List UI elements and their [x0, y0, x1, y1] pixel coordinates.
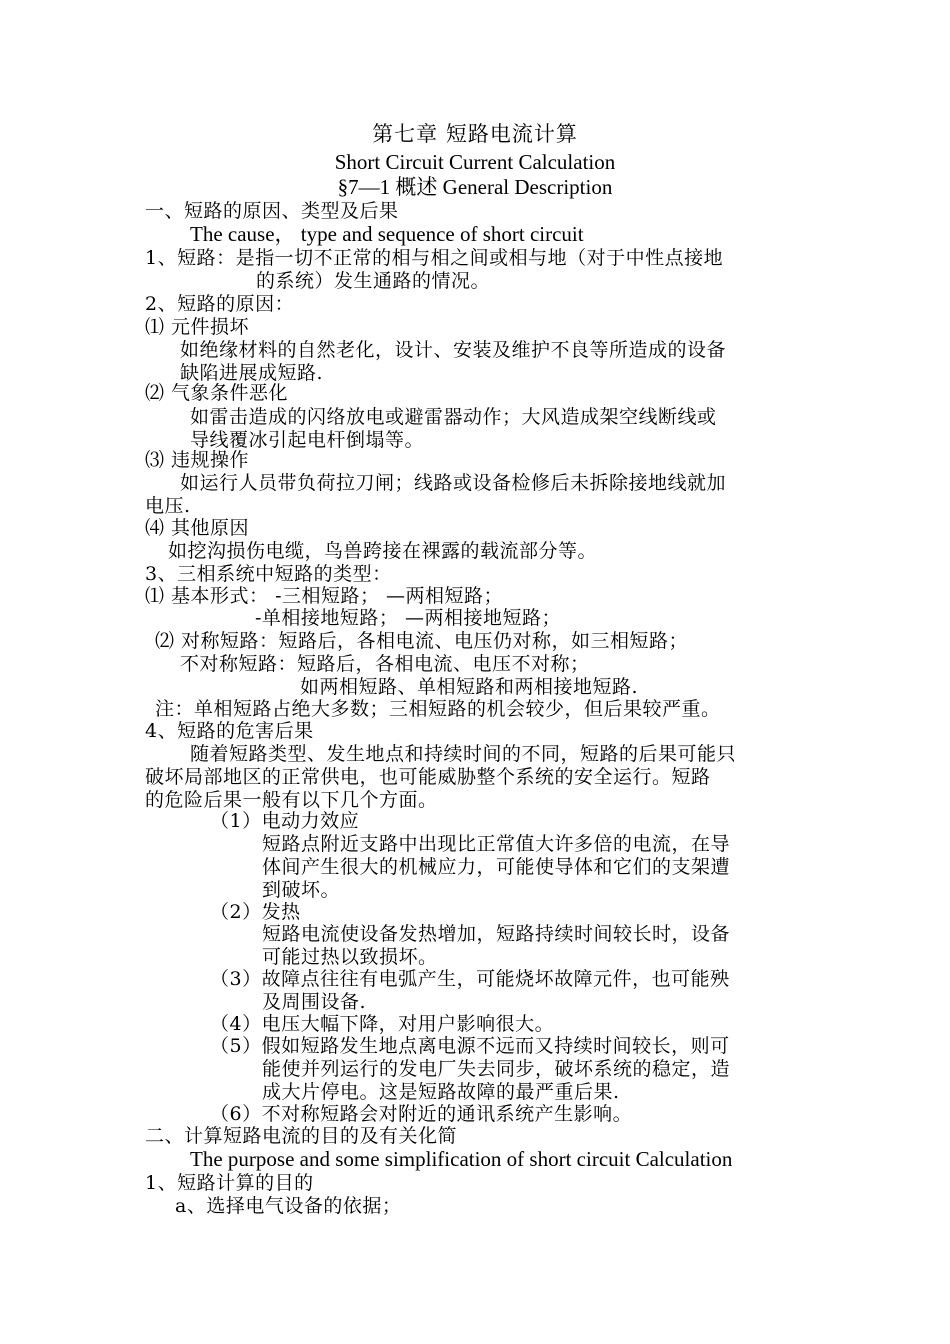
- note-line: 注：单相短路占绝大多数；三相短路的机会较少，但后果较严重。: [155, 698, 721, 720]
- paragraph-line: 短路点附近支路中出现比正常值大许多倍的电流，在导: [262, 833, 731, 855]
- cause-item-1: ⑴ 元件损坏: [145, 316, 250, 338]
- paragraph-line: 成大片停电。这是短路故障的最严重后果.: [262, 1081, 620, 1103]
- paragraph-line: 如挖沟损伤电缆，鸟兽跨接在裸露的载流部分等。: [168, 540, 598, 562]
- chapter-title-english: Short Circuit Current Calculation: [334, 150, 616, 174]
- heading-consequences: 4、短路的危害后果: [145, 720, 314, 742]
- paragraph-line: 电压.: [145, 495, 191, 517]
- heading-english-purpose: The purpose and some simplification of short circuit Calculation: [190, 1147, 733, 1171]
- heading-english-cause: The cause， type and sequence of short circuit: [190, 222, 584, 246]
- consequence-item-3: （3）故障点往往有电弧产生，可能烧坏故障元件，也可能殃: [210, 968, 730, 990]
- chapter-title: 第七章 短路电流计算: [372, 122, 578, 146]
- paragraph-line: 及周围设备.: [262, 991, 367, 1013]
- heading-purpose: 1、短路计算的目的: [145, 1172, 314, 1194]
- cause-item-3: ⑶ 违规操作: [145, 449, 250, 471]
- consequence-item-4: （4）电压大幅下降，对用户影响很大。: [210, 1013, 555, 1035]
- paragraph-line: 导线覆冰引起电杆倒塌等。: [190, 429, 425, 451]
- paragraph-line: 能使并列运行的发电厂失去同步，破坏系统的稳定，造: [262, 1058, 731, 1080]
- consequence-item-5: （5）假如短路发生地点离电源不远而又持续时间较长，则可: [210, 1035, 730, 1057]
- section-heading: §7—1 概述 General Description: [337, 175, 613, 199]
- type-asymmetric: 不对称短路：短路后，各相电流、电压不对称；: [180, 653, 590, 675]
- consequence-item-6: （6）不对称短路会对附近的通讯系统产生影响。: [210, 1103, 633, 1125]
- heading-calculation-purpose: 二、计算短路电流的目的及有关化简: [145, 1125, 458, 1147]
- paragraph-line: 短路电流使设备发热增加，短路持续时间较长时，设备: [262, 923, 731, 945]
- consequence-item-1: （1）电动力效应: [210, 810, 360, 832]
- paragraph-line: 如绝缘材料的自然老化，设计、安装及维护不良等所造成的设备: [180, 339, 727, 361]
- type-basic-forms-cont: -单相接地短路； —两相接地短路；: [255, 607, 561, 629]
- type-symmetric: ⑵ 对称短路：短路后，各相电流、电压仍对称，如三相短路；: [155, 630, 689, 652]
- heading-types: 3、三相系统中短路的类型：: [145, 563, 392, 585]
- paragraph-line: 如运行人员带负荷拉刀闸；线路或设备检修后未拆除接地线就加: [180, 472, 727, 494]
- cause-item-4: ⑷ 其他原因: [145, 517, 250, 539]
- purpose-item-a: a、选择电气设备的依据；: [175, 1195, 402, 1217]
- heading-causes-types-consequences: 一、短路的原因、类型及后果: [145, 200, 399, 222]
- consequence-item-2: （2）发热: [210, 901, 301, 923]
- paragraph-line: 可能过热以致损坏。: [262, 946, 438, 968]
- definition-short-circuit: 1、短路：是指一切不正常的相与相之间或相与地（对于中性点接地: [145, 247, 724, 269]
- cause-item-2: ⑵ 气象条件恶化: [145, 382, 289, 404]
- paragraph-line: 到破坏。: [262, 879, 341, 901]
- paragraph-line: 如雷击造成的闪络放电或避雷器动作；大风造成架空线断线或: [190, 406, 717, 428]
- type-basic-forms: ⑴ 基本形式： -三相短路； —两相短路；: [145, 585, 504, 607]
- paragraph-line: 缺陷进展成短路.: [180, 362, 324, 384]
- heading-causes: 2、短路的原因：: [145, 293, 295, 315]
- paragraph-line: 破坏局部地区的正常供电，也可能威胁整个系统的安全运行。短路: [145, 766, 711, 788]
- definition-short-circuit-cont: 的系统）发生通路的情况。: [256, 270, 491, 292]
- type-asymmetric-examples: 如两相短路、单相短路和两相接地短路.: [300, 676, 639, 698]
- paragraph-line: 随着短路类型、发生地点和持续时间的不同，短路的后果可能只: [190, 743, 737, 765]
- paragraph-line: 体间产生很大的机械应力，可能使导体和它们的支架遭: [262, 856, 731, 878]
- paragraph-line: 的危险后果一般有以下几个方面。: [145, 789, 438, 811]
